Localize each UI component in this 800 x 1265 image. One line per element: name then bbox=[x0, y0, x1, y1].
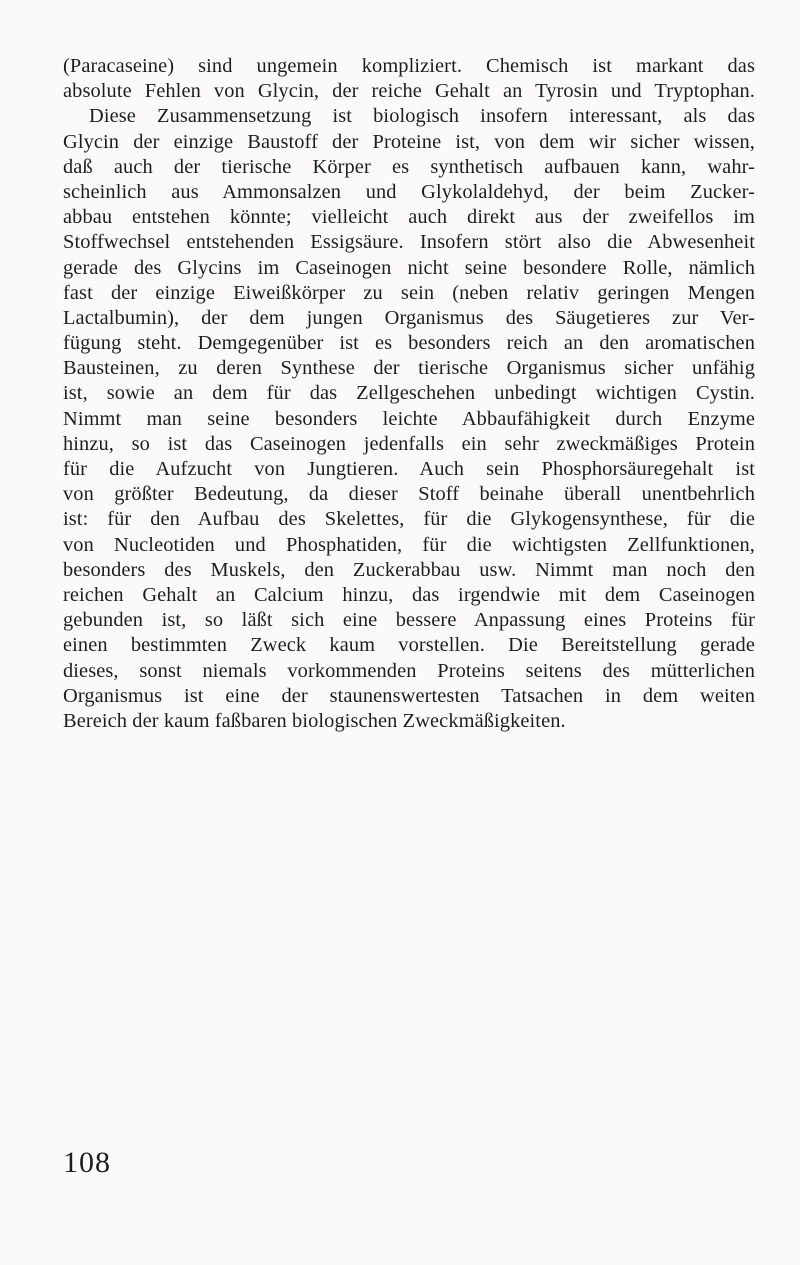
text-line: daß auch der tierische Körper es synthetisch aufbauen kann, wahr- bbox=[63, 155, 755, 178]
text-line: für die Aufzucht von Jungtieren. Auch sein Phosphorsäuregehalt ist bbox=[63, 458, 755, 480]
text-line: gebunden ist, so läßt sich eine bessere Anpassung eines Proteins für bbox=[63, 609, 755, 632]
text-line: Stoffwechsel entstehenden Essigsäure. Insofern stört also die Abwesenheit bbox=[63, 231, 755, 254]
text-line: Glycin der einzige Baustoff der Proteine ist, von dem wir sicher wissen, bbox=[63, 130, 755, 153]
text-line: fast der einzige Eiweißkörper zu sein (neben relativ geringen Mengen bbox=[63, 281, 755, 304]
body-text bbox=[63, 54, 755, 734]
text-line: besonders des Muskels, den Zuckerabbau usw. Nimmt man noch den bbox=[63, 558, 755, 581]
text-line: reichen Gehalt an Calcium hinzu, das irgendwie mit dem Caseinogen bbox=[63, 583, 755, 606]
text-line: absolute Fehlen von Glycin, der reiche Gehalt an Tyrosin und Tryptophan. bbox=[63, 80, 755, 103]
text-line: Bausteinen, zu deren Synthese der tierische Organismus sicher unfähig bbox=[63, 357, 755, 380]
text-line: einen bestimmten Zweck kaum vorstellen. Die Bereitstellung gerade bbox=[63, 634, 755, 657]
text-line: von größter Bedeutung, da dieser Stoff beinahe überall unentbehrlich bbox=[63, 483, 755, 506]
page-number: 108 bbox=[63, 1146, 111, 1179]
text-line: dieses, sonst niemals vorkommenden Proteins seitens des mütterlichen bbox=[63, 659, 755, 682]
text-line: fügung steht. Demgegenüber ist es besonders reich an den aromatischen bbox=[63, 332, 755, 355]
text-line: von Nucleotiden und Phosphatiden, für die wichtigsten Zellfunktionen, bbox=[63, 533, 755, 556]
text-line: gerade des Glycins im Caseinogen nicht seine besondere Rolle, nämlich bbox=[63, 256, 755, 279]
text-line: abbau entstehen könnte; vielleicht auch direkt aus der zweifellos im bbox=[63, 206, 755, 229]
text-line: hinzu, so ist das Caseinogen jedenfalls ein sehr zweckmäßiges Protein bbox=[63, 432, 755, 455]
text-line: Diese Zusammensetzung ist biologisch insofern interessant, als das bbox=[89, 105, 755, 128]
text-line: ist, sowie an dem für das Zellgeschehen unbedingt wichtigen Cystin. bbox=[63, 382, 755, 405]
text-line: (Paracaseine) sind ungemein kompliziert. Chemisch ist markant das bbox=[63, 55, 755, 77]
text-line: Organismus ist eine der staunenswertesten Tatsachen in dem weiten bbox=[63, 684, 755, 707]
text-line: scheinlich aus Ammonsalzen und Glykolaldehyd, der beim Zucker- bbox=[63, 180, 755, 203]
text-line: Nimmt man seine besonders leichte Abbaufähigkeit durch Enzyme bbox=[63, 407, 755, 430]
text-line-last: Bereich der kaum faßbaren biologischen Zweckmäßigkeiten. bbox=[63, 709, 566, 732]
text-line: ist: für den Aufbau des Skelettes, für die Glykogensynthese, für die bbox=[63, 508, 755, 531]
text-line: Lactalbumin), der dem jungen Organismus des Säugetieres zur Ver- bbox=[63, 306, 755, 329]
